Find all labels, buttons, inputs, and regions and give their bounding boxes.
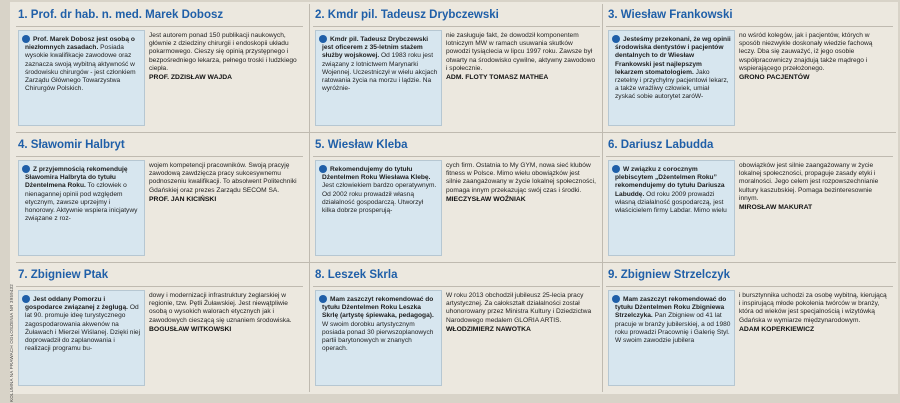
entry-text: obowiązków jest silnie zaangażowany w życie lokalnej społeczności, propaguje zasady etyki i moralności. Jego celem jest rozpowszechnianie kultury kaszubskiej. Pomaga bezinteresownie innym. [739,162,879,202]
entry-body: Jako rzetelny i przychylny pacjentowi lekarz, a także wrażliwy człowiek, umiał zyskać sobie autorytet zaróW- [615,68,729,101]
entry-lead: Jesteśmy przekonani, że wg opinii środowiska dentystów i pacjentów dentalnych to dr Wiesław Frankowski jest najlepszym lekarzem stomatologiem. [615,36,731,76]
entry-text-column [446,292,596,382]
entry-lead: Prof. Marek Dobosz jest osobą o niezłomnych zasadach. [25,36,135,52]
entry-text-column [149,292,299,382]
entry-lead: Mam zaszczyt rekomendować do tytułu Dżentelmen Roku Zbigniewa Strzelczyka. [615,296,727,320]
entry-lead: Jest oddany Pomorzu i gospodarce związanej z żeglugą. [25,296,128,312]
entry-body: Jest człowiekiem bardzo operatywnym. Od 2002 roku prowadził własną działalność gospodarczą. Utworzył kilka dobrze prosperują- [322,182,437,215]
entry-text: dowy i modernizacji infrastruktury żeglarskiej w regionie, tzw. Pętli Żuławskiej. Jest niewątpliwie osobą o wysokich walorach etycznych jak i zawodowych cieszącą się uznaniem środowiska. [149,292,292,324]
entry-text: wojem kompetencji pracowników. Swoją pracyję zawodową zawdzięcza pracy sukcesywnemu podnoszeniu kwalifikacji. To absolwent Politechniki Gdańskiej oraz prezes Zarządu SECOM SA. [149,162,297,194]
entry-title: 4. Sławomir Halbryt [18,139,125,151]
entry-signature: PROF. JAN KICIŃSKI [149,195,217,203]
nominee-entry [606,264,893,388]
entry-body: Od lat 90. promuje ideę turystycznego zagospodarowania akwenów na Żuławach i Mierzei Wiślanej. Dzięki niej doprowadził do zaplanowania i realizacji programu bu- [25,304,141,353]
row-divider [16,132,896,133]
entry-body: Od roku 2009 prowadzi własną działalność gospodarczą, jest właścicielem firmy Labdar. Mimo wielu [615,190,727,215]
entry-header [16,264,303,287]
entry-title: 1. Prof. dr hab. n. med. Marek Dobosz [18,9,224,21]
entry-body: Od 1983 roku jest związany z lotnictwem Marynarki Wojennej. Uczestniczył w wielu akcjach ratowania życia na morzu i lądzie. Na wyróżnie- [322,52,438,93]
entry-text-column [446,162,596,252]
entry-signature: BOGUSŁAW WITKOWSKI [149,325,232,333]
entry-lead: Mam zaszczyt rekomendować do tytułu Dżentelmen Roku Leszka Skrlę (artystę śpiewaka, pedagoga). [322,296,434,320]
entry-highlight-box [18,160,145,256]
nominee-entry [16,134,303,258]
entry-highlight-box [608,290,735,386]
entry-text: no wśród kolegów, jak i pacjentów, których w sposób niezwykle doskonały wiedzie fachową leczy. Dba się zauważyć, iż jego osobie współpracowniczy znajdują także mądrego i wspierającego przełożonego. [739,32,873,72]
nominee-entry [16,264,303,388]
nominee-entry [606,4,893,128]
entry-text: i bursztynnika uchodzi za osobę wybitną, kierującą i inspirującą młode pokolenia twórców w branży, która od wieków jest specjalnością i wizytówką Gdańska w wymiarze międzynarodowym. [739,292,887,324]
entry-text: Jest autorem ponad 150 publikacji naukowych, głównie z dziedziny chirurgii i endoskopii układu pokarmowego. Cieszy się opinią przystępnego i bezpośredniego lekarza, pełnego troski i ludzkiego ciepła. [149,32,297,72]
entry-signature: MIECZYSŁAW WOŹNIAK [446,195,526,203]
entry-signature: GRONO PACJENTÓW [739,74,810,82]
entry-signature: ADAM KOPERKIEWICZ [739,325,815,333]
entry-text: nie zasługuje fakt, że dowodził komponentem lotniczym MW w ramach usuwania skutków powodzi tysiąclecia w lipcu 1997 roku. Zawsze był otwarty na środowisko cywilne, aktywny zawodowo i społecznie. [446,32,596,72]
entry-highlight-box [608,160,735,256]
entry-lead: W związku z corocznym plebiscytem „Dżentelmen Roku” rekomendujemy do tytułu Dariusza Labuddę. [615,166,725,198]
entry-text: W roku 2013 obchodził jubileusz 25-lecia pracy artystycznej. Za całokształt działalności został uhonorowany przez Ministra Kultury i Dziedzictwa Narodowego medalem GLORIA ARTIS. [446,292,592,324]
entry-title: 6. Dariusz Labudda [608,139,714,151]
entry-title: 7. Zbigniew Ptak [18,269,109,281]
entry-signature: PROF. ZDZISŁAW WAJDA [149,74,233,82]
entry-text: cych firm. Ostatnia to My GYM, nowa sieć klubów fitness w Polsce. Mimo wielu obowiązków jest silnie zaangażowany w życie lokalnej społeczności, pomaga innym przekazując swój czas i środki. [446,162,596,194]
entry-lead: Z przyjemnością rekomenduję Sławomira Halbryta do tytułu Dżentelmena Roku. [25,166,128,190]
entry-highlight-box [315,160,442,256]
nominee-entry [16,4,303,128]
entry-header [16,4,303,27]
nominee-entry [313,134,600,258]
entry-header [606,134,893,157]
entry-title: 5. Wiesław Kleba [315,139,408,151]
entry-text-column [446,32,596,122]
entry-text-column [149,32,299,122]
entry-highlight-box [608,30,735,126]
entry-header [16,134,303,157]
entry-highlight-box [18,290,145,386]
entry-text-column [739,162,889,252]
entry-signature: ADM. FLOTY TOMASZ MATHEA [446,74,549,82]
entry-header [313,4,600,27]
entry-title: 2. Kmdr pil. Tadeusz Drybczewski [315,9,499,21]
entry-body: Posiada wysokie kwalifikacje zawodowe oraz zaznacza swoją wybitną aktywność w środowisku chirurgów - jest członkiem Zarządu Głównego Towarzystwa Chirurgów Polskich. [25,44,136,93]
row-divider [16,262,896,263]
entry-lead: Kmdr pil. Tadeusz Drybczewski jest oficerem z 35-letnim stażem służby wojskowej. [322,36,429,60]
entry-header [313,264,600,287]
entry-highlight-box [18,30,145,126]
nominee-entry [606,134,893,258]
entry-text-column [149,162,299,252]
entry-header [313,134,600,157]
entry-text-column [739,32,889,122]
entry-text-column [739,292,889,382]
entry-body: To człowiek o nienagannej opinii pod względem etycznym, zawsze uprzejmy i honorowy. Aktywnie wspiera inicjatywy związane z roz- [25,182,138,223]
entry-highlight-box [315,30,442,126]
side-note: KOLUMNA NA PRAWACH OGŁOSZENIA NR 3959432 [9,284,14,402]
nominee-entry [313,4,600,128]
entry-highlight-box [315,290,442,386]
nominees-grid [16,4,896,392]
column-divider [309,4,310,392]
entry-title: 9. Zbigniew Strzelczyk [608,269,731,281]
column-divider [602,4,603,392]
entry-body: Pan Zbigniew od 41 lat pracuje w branży jubilerskiej, a od 1980 roku prowadzi Pracownię i Galerię Styl. W swoim zawodzie jubilera [615,312,731,345]
entry-title: 8. Leszek Skrla [315,269,398,281]
entry-title: 3. Wiesław Frankowski [608,9,733,21]
nominee-entry [313,264,600,388]
entry-header [606,264,893,287]
entry-header [606,4,893,27]
newspaper-page [9,2,898,402]
entry-signature: MIROSŁAW MAKURAT [739,204,813,212]
entry-lead: Rekomendujemy do tytułu Dżentelmen Roku Wiesława Klebę. [322,166,431,182]
entry-signature: WŁODZIMIERZ NAWOTKA [446,325,531,333]
entry-body: W swoim dorobku artystycznym posiada ponad 30 pierwszoplanowych partii barytonowych w znanych operach. [322,320,434,353]
